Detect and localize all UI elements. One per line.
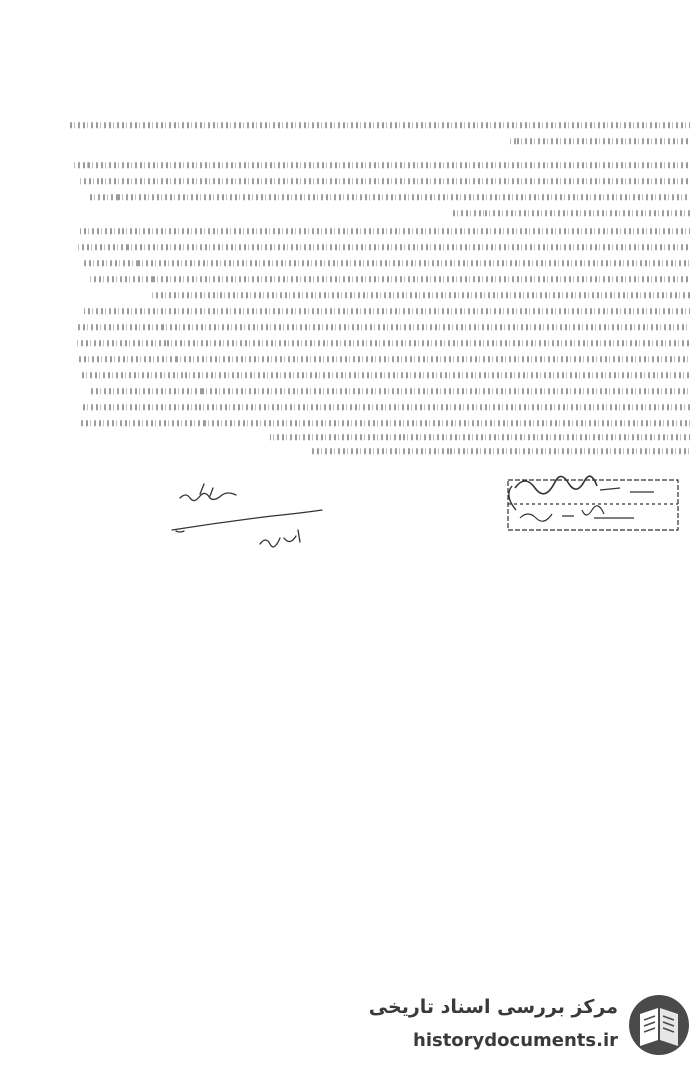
logo-title: مرکز بررسی اسناد تاریخی bbox=[368, 996, 618, 1018]
typewritten-line bbox=[90, 384, 690, 396]
typewritten-line bbox=[76, 336, 690, 348]
typewritten-line bbox=[270, 430, 690, 442]
archive-watermark-logo bbox=[368, 986, 692, 1066]
typewritten-line bbox=[70, 118, 690, 130]
typewritten-line bbox=[80, 224, 690, 236]
typewritten-line bbox=[78, 240, 690, 252]
typewritten-line bbox=[74, 158, 690, 170]
typewritten-line bbox=[78, 416, 690, 428]
left-handwritten-signature bbox=[172, 484, 322, 547]
logo-url: historydocuments.ir bbox=[413, 1030, 618, 1051]
right-stamp-signature bbox=[508, 476, 678, 530]
typewritten-body bbox=[62, 118, 690, 458]
typewritten-line bbox=[90, 272, 690, 284]
typewritten-line bbox=[84, 304, 690, 316]
typewritten-line bbox=[80, 400, 690, 412]
typewritten-line bbox=[78, 352, 690, 364]
typewritten-line bbox=[150, 288, 690, 300]
signatures-area bbox=[0, 460, 700, 570]
typewritten-line bbox=[310, 444, 690, 456]
typewritten-line bbox=[450, 206, 690, 218]
typewritten-line bbox=[80, 174, 690, 186]
book-logo-icon bbox=[626, 992, 692, 1058]
typewritten-line bbox=[510, 134, 690, 146]
typewritten-line bbox=[78, 320, 690, 332]
typewritten-line bbox=[82, 256, 690, 268]
typewritten-line bbox=[80, 368, 690, 380]
typewritten-line bbox=[90, 190, 690, 202]
